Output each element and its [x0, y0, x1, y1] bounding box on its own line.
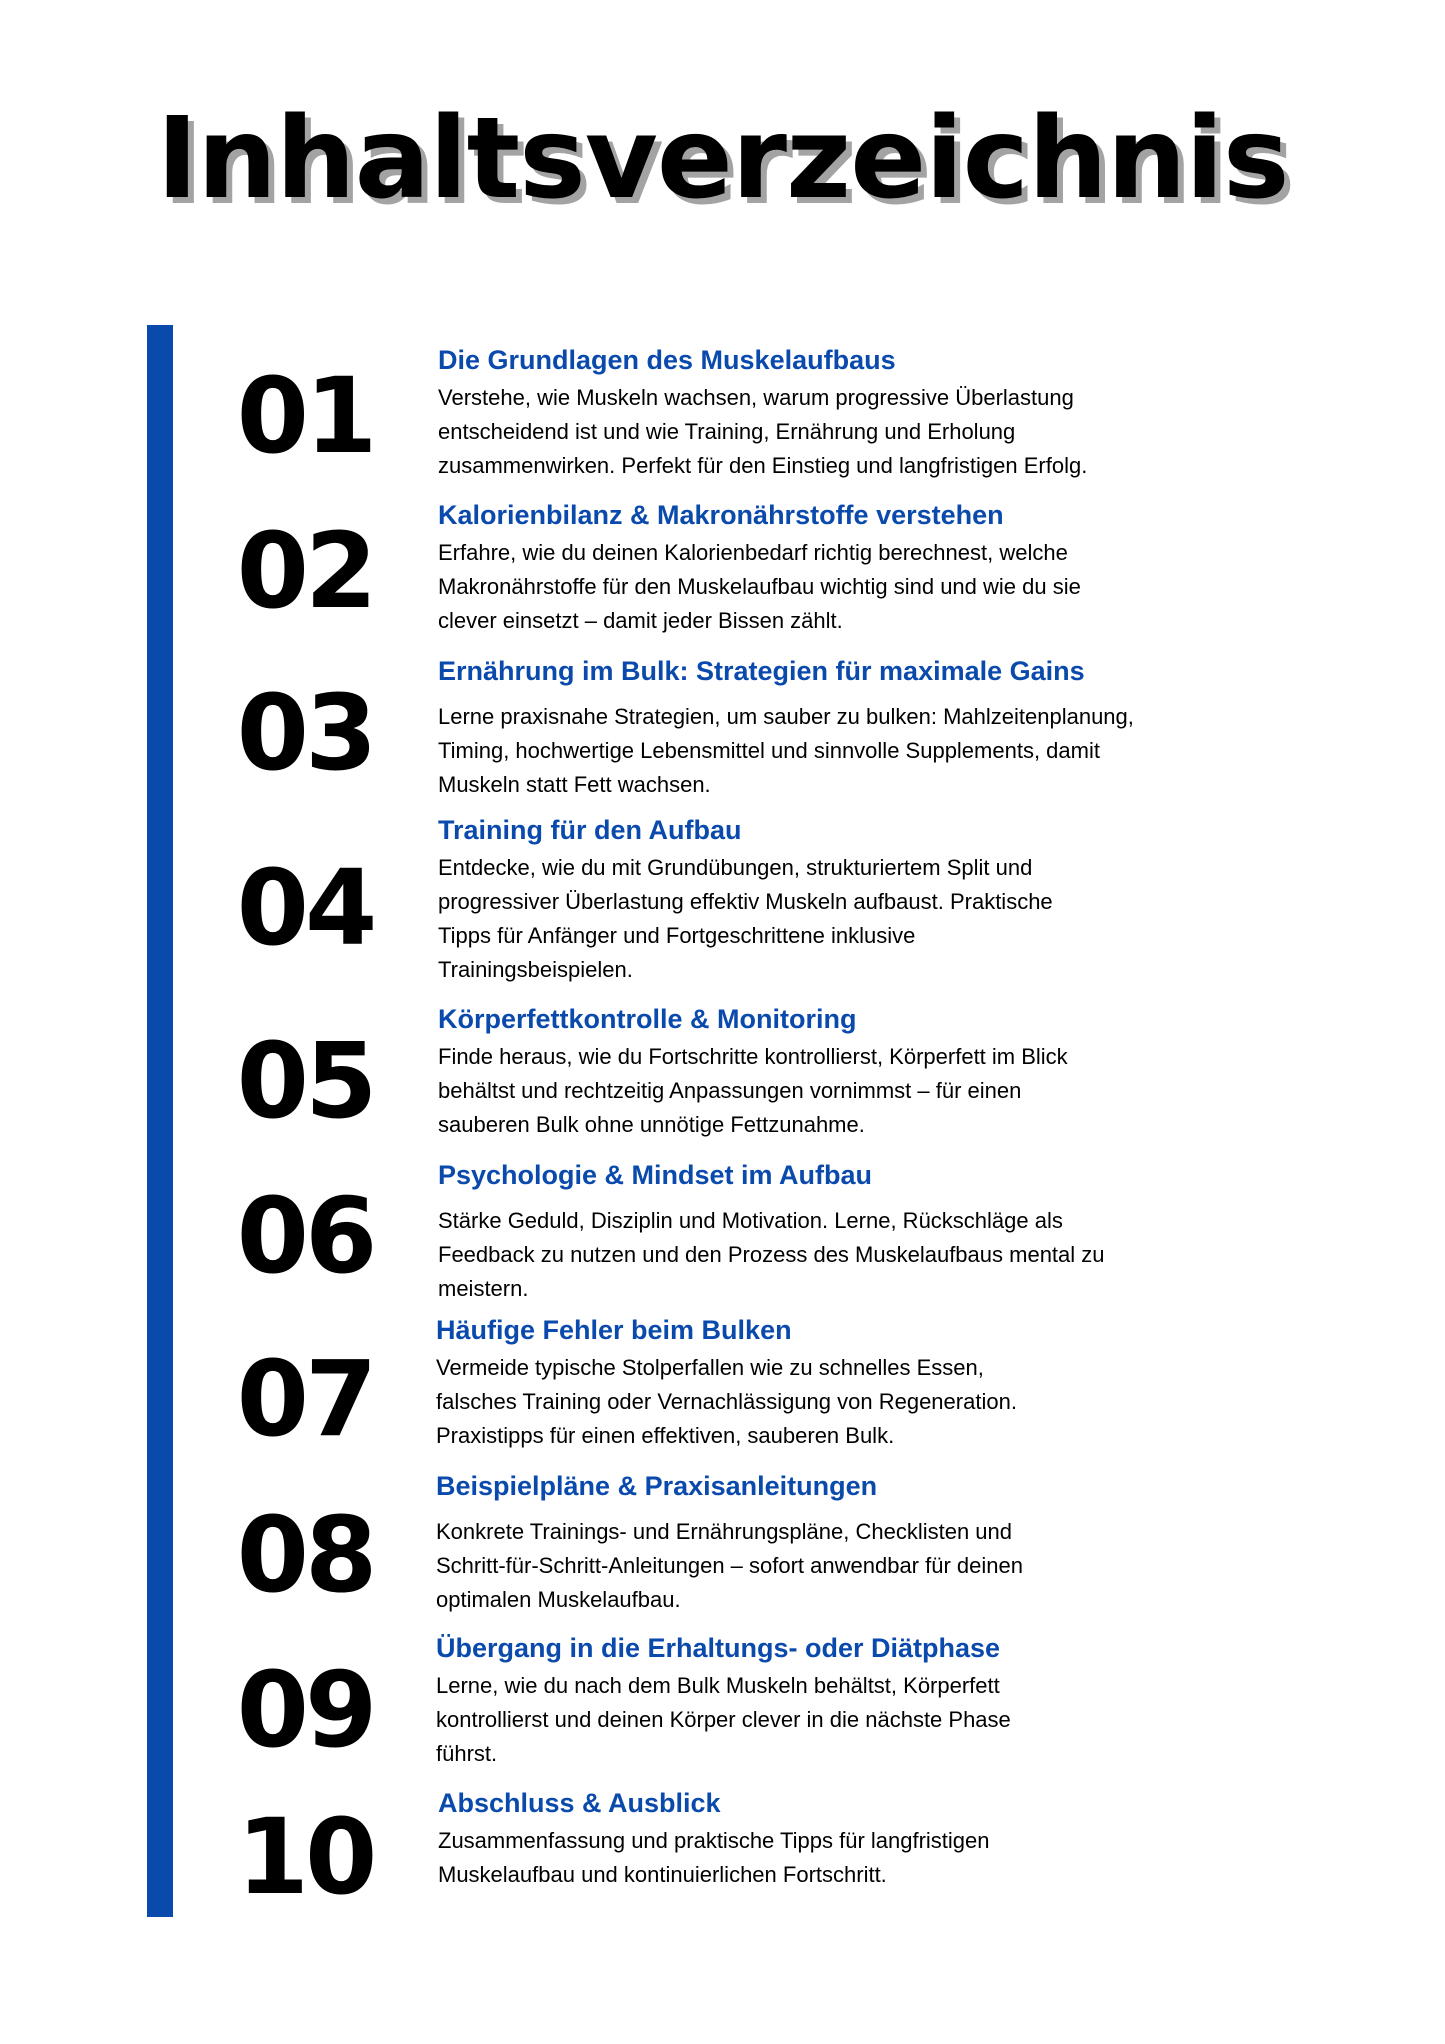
entry-description: Lerne praxisnahe Strategien, um sauber zu bulken: Mahlzeitenplanung, Timing, hochwertige Lebensmittel und sinnvolle Supplements, damit Muskeln statt Fett wachsen.	[438, 704, 1134, 797]
entry-number: 04	[236, 847, 374, 969]
accent-bar	[147, 325, 173, 1917]
page-title: Inhaltsverzeichnis	[156, 94, 1289, 224]
entry-description: Entdecke, wie du mit Grundübungen, strukturiertem Split und progressiver Überlastung effektiv Muskeln aufbaust. Praktische Tipps für Anfänger und Fortgeschrittene inklusive Trainingsbeispielen.	[438, 855, 1053, 982]
entry-text	[438, 1157, 1258, 1306]
entry-number: 05	[236, 1020, 374, 1142]
entry-number: 10	[236, 1796, 374, 1918]
entry-number: 07	[236, 1338, 374, 1460]
entry-text	[438, 1785, 1258, 1892]
entry-description: Finde heraus, wie du Fortschritte kontrollierst, Körperfett im Blick behältst und rechtzeitig Anpassungen vornimmst – für einen sauberen Bulk ohne unnötige Fettzunahme.	[438, 1044, 1068, 1137]
entry-title: Abschluss & Ausblick	[438, 1788, 721, 1818]
entry-text	[438, 342, 1258, 483]
entry-number: 08	[236, 1494, 374, 1616]
entry-title: Übergang in die Erhaltungs- oder Diätphase	[436, 1633, 1001, 1663]
entry-text	[436, 1312, 1256, 1453]
entry-title: Die Grundlagen des Muskelaufbaus	[438, 345, 896, 375]
entry-description: Zusammenfassung und praktische Tipps für langfristigen Muskelaufbau und kontinuierlichen Fortschritt.	[438, 1828, 990, 1887]
entry-text	[436, 1468, 1256, 1617]
entry-title: Ernährung im Bulk: Strategien für maximale Gains	[438, 656, 1085, 686]
entry-text	[438, 497, 1258, 638]
entry-number: 01	[236, 355, 374, 477]
entry-title: Körperfettkontrolle & Monitoring	[438, 1004, 857, 1034]
entry-text	[436, 1630, 1256, 1771]
entry-number: 06	[236, 1175, 374, 1297]
entry-description: Konkrete Trainings- und Ernährungspläne, Checklisten und Schritt-für-Schritt-Anleitungen – sofort anwendbar für deinen optimalen Muskelaufbau.	[436, 1519, 1023, 1612]
entry-description: Lerne, wie du nach dem Bulk Muskeln behältst, Körperfett kontrollierst und deinen Körper clever in die nächste Phase führst.	[436, 1673, 1011, 1766]
entry-description: Erfahre, wie du deinen Kalorienbedarf richtig berechnest, welche Makronährstoffe für den Muskelaufbau wichtig sind und wie du sie clever einsetzt – damit jeder Bissen zählt.	[438, 540, 1081, 633]
entry-description: Vermeide typische Stolperfallen wie zu schnelles Essen, falsches Training oder Vernachlässigung von Regeneration. Praxistipps für einen effektiven, sauberen Bulk.	[436, 1355, 1017, 1448]
entry-description: Verstehe, wie Muskeln wachsen, warum progressive Überlastung entscheidend ist und wie Training, Ernährung und Erholung zusammenwirken. Perfekt für den Einstieg und langfristigen Erfolg.	[438, 385, 1088, 478]
entry-number: 02	[236, 510, 374, 632]
entry-number: 09	[236, 1649, 374, 1771]
entry-text	[438, 653, 1258, 802]
entry-title: Psychologie & Mindset im Aufbau	[438, 1160, 873, 1190]
entry-text	[438, 1001, 1258, 1142]
entry-title: Beispielpläne & Praxisanleitungen	[436, 1471, 878, 1501]
entry-description: Stärke Geduld, Disziplin und Motivation. Lerne, Rückschläge als Feedback zu nutzen und den Prozess des Muskelaufbaus mental zu meistern.	[438, 1208, 1105, 1301]
entry-number: 03	[236, 672, 374, 794]
entry-title: Training für den Aufbau	[438, 815, 742, 845]
entry-title: Kalorienbilanz & Makronährstoffe verstehen	[438, 500, 1004, 530]
entry-title: Häufige Fehler beim Bulken	[436, 1315, 792, 1345]
entry-text	[438, 812, 1258, 987]
